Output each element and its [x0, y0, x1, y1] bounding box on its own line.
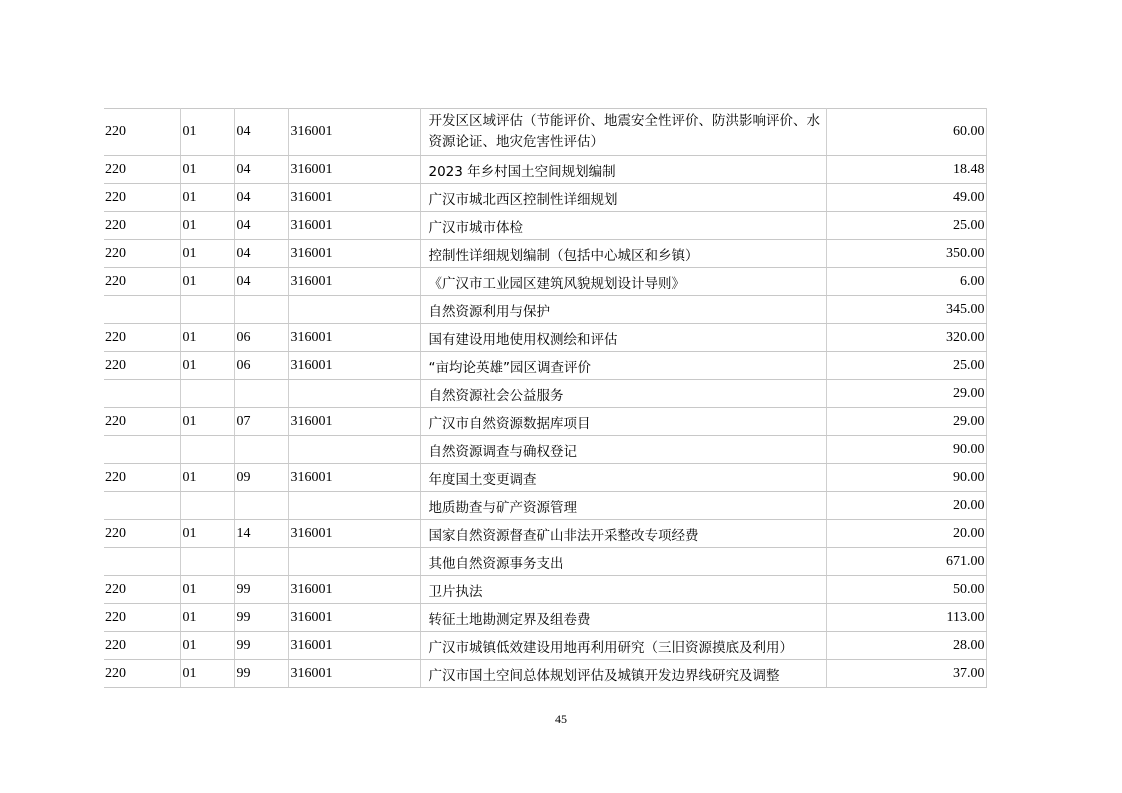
- class-code-cell: [104, 492, 180, 520]
- unit-code-cell: 316001: [288, 408, 420, 436]
- project-name-cell: 《广汉市工业园区建筑风貌规划设计导则》: [420, 268, 826, 296]
- type-code-cell: [180, 548, 234, 576]
- amount-cell: 113.00: [826, 604, 986, 632]
- table-row: [104, 296, 986, 324]
- project-name-cell: 控制性详细规划编制（包括中心城区和乡镇）: [420, 240, 826, 268]
- item-code-cell: 99: [234, 576, 288, 604]
- type-code-cell: 01: [180, 520, 234, 548]
- table-row: [104, 548, 986, 576]
- amount-cell: 29.00: [826, 408, 986, 436]
- amount-cell: 29.00: [826, 380, 986, 408]
- type-code-cell: [180, 296, 234, 324]
- class-code-cell: [104, 548, 180, 576]
- class-code-cell: 220: [104, 352, 180, 380]
- project-name-cell: 卫片执法: [420, 576, 826, 604]
- amount-cell: 6.00: [826, 268, 986, 296]
- project-name-cell: 自然资源调查与确权登记: [420, 436, 826, 464]
- unit-code-cell: 316001: [288, 324, 420, 352]
- project-name-cell: 国有建设用地使用权测绘和评估: [420, 324, 826, 352]
- item-code-cell: 04: [234, 240, 288, 268]
- project-name-cell: 转征土地勘测定界及组卷费: [420, 604, 826, 632]
- table-row: [104, 660, 986, 688]
- project-name-cell: 国家自然资源督查矿山非法开采整改专项经费: [420, 520, 826, 548]
- item-code-cell: 99: [234, 632, 288, 660]
- unit-code-cell: 316001: [288, 184, 420, 212]
- item-code-cell: 04: [234, 268, 288, 296]
- unit-code-cell: 316001: [288, 352, 420, 380]
- amount-cell: 25.00: [826, 352, 986, 380]
- table-row: [104, 464, 986, 492]
- amount-cell: 18.48: [826, 156, 986, 184]
- amount-cell: 90.00: [826, 436, 986, 464]
- amount-cell: 20.00: [826, 520, 986, 548]
- class-code-cell: 220: [104, 268, 180, 296]
- item-code-cell: 04: [234, 156, 288, 184]
- page-number: 45: [555, 712, 567, 726]
- item-code-cell: 06: [234, 352, 288, 380]
- class-code-cell: 220: [104, 520, 180, 548]
- item-code-cell: 09: [234, 464, 288, 492]
- type-code-cell: 01: [180, 324, 234, 352]
- class-code-cell: [104, 436, 180, 464]
- class-code-cell: [104, 380, 180, 408]
- amount-cell: 25.00: [826, 212, 986, 240]
- item-code-cell: [234, 436, 288, 464]
- amount-cell: 671.00: [826, 548, 986, 576]
- table-row: [104, 240, 986, 268]
- unit-code-cell: 316001: [288, 240, 420, 268]
- class-code-cell: 220: [104, 576, 180, 604]
- class-code-cell: 220: [104, 184, 180, 212]
- project-name-cell: 自然资源利用与保护: [420, 296, 826, 324]
- type-code-cell: [180, 492, 234, 520]
- table-row: [104, 408, 986, 436]
- type-code-cell: 01: [180, 184, 234, 212]
- item-code-cell: 14: [234, 520, 288, 548]
- class-code-cell: 220: [104, 324, 180, 352]
- table-row: [104, 352, 986, 380]
- item-code-cell: [234, 548, 288, 576]
- item-code-cell: 04: [234, 212, 288, 240]
- amount-cell: 20.00: [826, 492, 986, 520]
- project-name-cell: 广汉市国土空间总体规划评估及城镇开发边界线研究及调整: [420, 660, 826, 688]
- project-name-cell: 开发区区域评估（节能评价、地震安全性评价、防洪影响评价、水资源论证、地灾危害性评估）: [420, 109, 826, 156]
- unit-code-cell: [288, 492, 420, 520]
- item-code-cell: 06: [234, 324, 288, 352]
- type-code-cell: 01: [180, 464, 234, 492]
- unit-code-cell: 316001: [288, 576, 420, 604]
- item-code-cell: 99: [234, 604, 288, 632]
- project-name-cell: 地质勘查与矿产资源管理: [420, 492, 826, 520]
- class-code-cell: 220: [104, 632, 180, 660]
- table-row: [104, 492, 986, 520]
- project-name-cell: 自然资源社会公益服务: [420, 380, 826, 408]
- unit-code-cell: [288, 436, 420, 464]
- table-row: [104, 109, 986, 156]
- item-code-cell: 07: [234, 408, 288, 436]
- item-code-cell: 04: [234, 109, 288, 156]
- unit-code-cell: 316001: [288, 604, 420, 632]
- project-name-cell: 广汉市城市体检: [420, 212, 826, 240]
- project-name-cell: 广汉市城镇低效建设用地再利用研究（三旧资源摸底及利用）: [420, 632, 826, 660]
- class-code-cell: 220: [104, 109, 180, 156]
- unit-code-cell: [288, 296, 420, 324]
- type-code-cell: 01: [180, 352, 234, 380]
- unit-code-cell: 316001: [288, 520, 420, 548]
- class-code-cell: 220: [104, 240, 180, 268]
- unit-code-cell: 316001: [288, 156, 420, 184]
- project-name-cell: 年度国土变更调查: [420, 464, 826, 492]
- class-code-cell: 220: [104, 660, 180, 688]
- table-row: [104, 212, 986, 240]
- project-name-cell: “亩均论英雄”园区调查评价: [420, 352, 826, 380]
- unit-code-cell: [288, 548, 420, 576]
- table-row: [104, 156, 986, 184]
- amount-cell: 345.00: [826, 296, 986, 324]
- amount-cell: 28.00: [826, 632, 986, 660]
- unit-code-cell: 316001: [288, 268, 420, 296]
- class-code-cell: [104, 296, 180, 324]
- item-code-cell: [234, 492, 288, 520]
- budget-table: [104, 108, 987, 688]
- type-code-cell: 01: [180, 268, 234, 296]
- type-code-cell: 01: [180, 240, 234, 268]
- project-name-cell: 广汉市自然资源数据库项目: [420, 408, 826, 436]
- unit-code-cell: 316001: [288, 632, 420, 660]
- amount-cell: 320.00: [826, 324, 986, 352]
- table-row: [104, 604, 986, 632]
- type-code-cell: 01: [180, 156, 234, 184]
- type-code-cell: 01: [180, 109, 234, 156]
- type-code-cell: 01: [180, 632, 234, 660]
- table-row: [104, 520, 986, 548]
- amount-cell: 90.00: [826, 464, 986, 492]
- amount-cell: 49.00: [826, 184, 986, 212]
- unit-code-cell: 316001: [288, 212, 420, 240]
- item-code-cell: 04: [234, 184, 288, 212]
- item-code-cell: 99: [234, 660, 288, 688]
- class-code-cell: 220: [104, 464, 180, 492]
- unit-code-cell: 316001: [288, 109, 420, 156]
- type-code-cell: 01: [180, 660, 234, 688]
- class-code-cell: 220: [104, 408, 180, 436]
- amount-cell: 50.00: [826, 576, 986, 604]
- unit-code-cell: 316001: [288, 660, 420, 688]
- project-name-cell: 其他自然资源事务支出: [420, 548, 826, 576]
- project-name-cell: 2023 年乡村国土空间规划编制: [420, 156, 826, 184]
- table-row: [104, 436, 986, 464]
- amount-cell: 350.00: [826, 240, 986, 268]
- type-code-cell: 01: [180, 212, 234, 240]
- item-code-cell: [234, 380, 288, 408]
- table-row: [104, 268, 986, 296]
- budget-table-body: [104, 109, 986, 688]
- table-row: [104, 576, 986, 604]
- class-code-cell: 220: [104, 156, 180, 184]
- type-code-cell: [180, 380, 234, 408]
- project-name-cell: 广汉市城北西区控制性详细规划: [420, 184, 826, 212]
- class-code-cell: 220: [104, 604, 180, 632]
- type-code-cell: 01: [180, 576, 234, 604]
- table-row: [104, 324, 986, 352]
- unit-code-cell: 316001: [288, 464, 420, 492]
- type-code-cell: 01: [180, 604, 234, 632]
- table-row: [104, 184, 986, 212]
- type-code-cell: [180, 436, 234, 464]
- item-code-cell: [234, 296, 288, 324]
- type-code-cell: 01: [180, 408, 234, 436]
- unit-code-cell: [288, 380, 420, 408]
- table-row: [104, 632, 986, 660]
- table-row: [104, 380, 986, 408]
- class-code-cell: 220: [104, 212, 180, 240]
- amount-cell: 60.00: [826, 109, 986, 156]
- amount-cell: 37.00: [826, 660, 986, 688]
